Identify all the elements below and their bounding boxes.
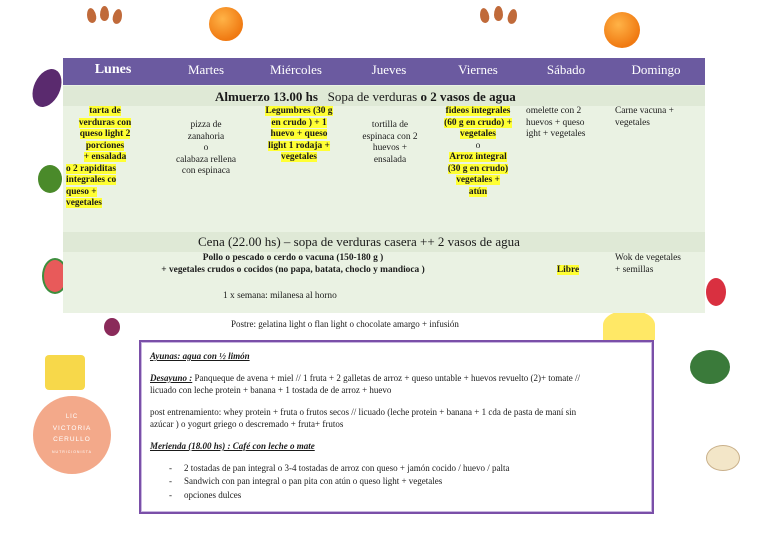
sun-icon [603,310,655,340]
lunch-martes: pizza de zanahoria o calabaza rellena con espinaca [175,120,237,176]
lunch-viernes: fideos integrales (60 g en crudo) + vegetales o Arroz integral (30 g en crudo) vegetales + atún [444,106,512,197]
dinner-sabado: Libre [556,265,580,275]
nutritionist-logo: LIC VICTORIA CERULLO NUTRICIONISTA [33,396,111,474]
desayuno-line: Desayuno : Panqueque de avena + miel // 1 fruta + 2 galletas de arroz + queso untable + huevos revuelto (2)+ tomate // [150,373,581,383]
almond-icon [479,7,490,23]
lunch-sabado: omelette con 2 huevos + queso ight + vegetales [526,106,586,139]
almond-icon [112,8,124,25]
lunch-title: Almuerzo 13.00 hs Sopa de verduras o 2 vasos de agua [215,89,516,104]
day-lunes: Lunes [94,62,132,77]
day-miercoles: Miércoles [270,62,322,77]
merienda-item: Sandwich con pan integral o pan pita con atún o queso light + vegetales [184,476,443,486]
lunch-miercoles: Legumbres (30 g en crudo ) + 1 huevo + queso light 1 rodaja + vegetales [265,106,333,162]
days-header [63,58,705,85]
orange-icon [209,7,243,41]
weekly-meal-plan [63,58,705,313]
lunch-domingo: Carne vacuna + vegetales [615,106,674,128]
orange-icon [604,12,640,48]
day-viernes: Viernes [458,62,498,77]
strawberry-icon [706,278,726,306]
dinner-weekly: 1 x semana: milanesa al horno [223,291,337,301]
merienda-item: 2 tostadas de pan integral o 3-4 tostadas de arroz con queso + jamón cocido / huevo / palta [184,463,510,473]
mushroom-icon [706,445,740,471]
almond-icon [100,6,109,21]
bullet-icon: - [169,476,172,486]
desayuno-line-2: licuado con leche protein + banana + 1 tostada de de arroz + huevo [150,385,392,395]
lunch-jueves: tortilla de espinaca con 2 huevos + ensalada [362,120,418,165]
dinner-main: Pollo o pescado o cerdo o vacuna (150-180 g ) + vegetales crudos o cocidos (no papa, batata, choclo y mandioca ) [161,253,425,275]
post-training-line-2: azúcar ) o yogurt griego o descremado + fruta+ frutos [150,419,344,429]
dinner-domingo: Wok de vegetales + semillas [615,253,681,275]
day-domingo: Domingo [631,62,681,77]
post-training-line: post entrenamiento: whey protein + fruta o frutos secos // licuado (leche protein + banana + 1 cda de pasta de maní sin [150,407,577,417]
ayunas-label: Ayunas: agua con ½ limón [150,351,250,361]
peas-icon [690,350,730,384]
almond-icon [86,7,97,23]
merienda-item: opciones dulces [184,490,242,500]
dinner-title: Cena (22.00 hs) – sopa de verduras casera ++ 2 vasos de agua [198,234,520,249]
bullet-icon: - [169,463,172,473]
radish-icon [104,318,120,336]
day-martes: Martes [187,62,225,77]
merienda-label: Merienda (18.00 hs) : Café con leche o mate [150,441,315,451]
day-sabado: Sábado [546,62,586,77]
cheese-icon [45,355,85,390]
daily-meals-box [139,340,654,514]
bullet-icon: - [169,490,172,500]
almond-icon [494,6,503,21]
almond-icon [507,8,519,25]
eggplant-icon [27,64,67,111]
lunch-lunes: tarta de verduras con queso light 2 porciones + ensalada o 2 rapiditas integrales co queso + vegetales [66,106,132,208]
day-jueves: Jueves [371,62,407,77]
postre-line: Postre: gelatina light o flan light o chocolate amargo + infusión [231,319,459,329]
broccoli-icon [38,165,62,193]
